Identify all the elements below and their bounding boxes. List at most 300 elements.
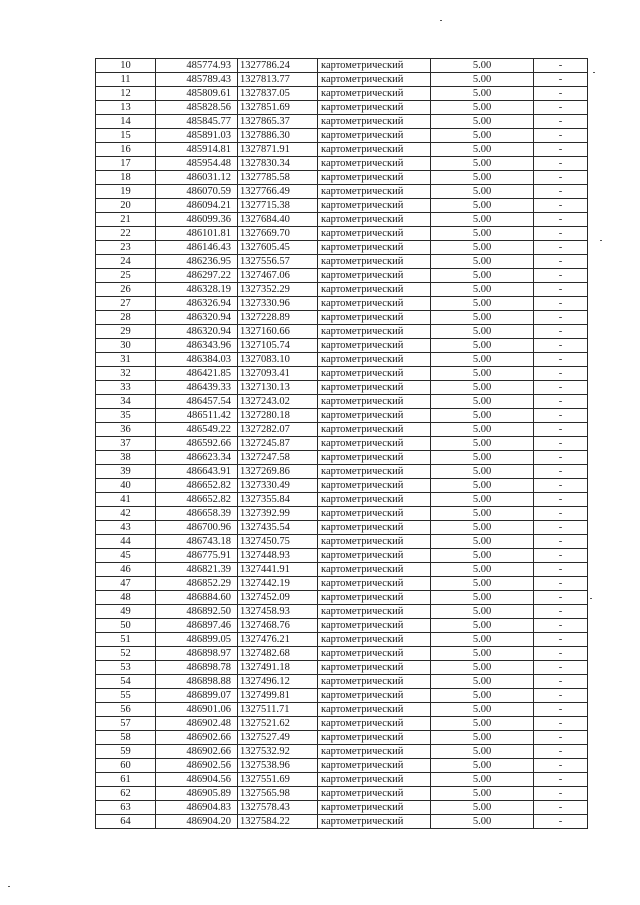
table-row [96, 619, 588, 633]
method-cell: картометрический [318, 381, 431, 395]
x-coordinate-cell: 486898.88 [156, 675, 238, 689]
x-coordinate-cell: 486652.82 [156, 479, 238, 493]
table-row [96, 59, 588, 73]
accuracy-cell: 5.00 [431, 479, 534, 493]
y-coordinate-cell: 1327511.71 [238, 703, 318, 717]
x-coordinate-cell: 486904.83 [156, 801, 238, 815]
table-body [96, 59, 588, 829]
y-coordinate-cell: 1327435.54 [238, 521, 318, 535]
accuracy-cell: 5.00 [431, 255, 534, 269]
table-row [96, 479, 588, 493]
point-number-cell: 41 [96, 493, 156, 507]
accuracy-cell: 5.00 [431, 675, 534, 689]
x-coordinate-cell: 486101.81 [156, 227, 238, 241]
x-coordinate-cell: 486700.96 [156, 521, 238, 535]
y-coordinate-cell: 1327766.49 [238, 185, 318, 199]
note-cell: - [534, 297, 588, 311]
y-coordinate-cell: 1327813.77 [238, 73, 318, 87]
x-coordinate-cell: 485809.61 [156, 87, 238, 101]
method-cell: картометрический [318, 577, 431, 591]
y-coordinate-cell: 1327865.37 [238, 115, 318, 129]
note-cell: - [534, 521, 588, 535]
table-row [96, 87, 588, 101]
note-cell: - [534, 311, 588, 325]
method-cell: картометрический [318, 507, 431, 521]
accuracy-cell: 5.00 [431, 507, 534, 521]
table-row [96, 297, 588, 311]
accuracy-cell: 5.00 [431, 129, 534, 143]
note-cell: - [534, 591, 588, 605]
method-cell: картометрический [318, 521, 431, 535]
x-coordinate-cell: 486904.20 [156, 815, 238, 829]
y-coordinate-cell: 1327093.41 [238, 367, 318, 381]
point-number-cell: 17 [96, 157, 156, 171]
y-coordinate-cell: 1327886.30 [238, 129, 318, 143]
x-coordinate-cell: 486658.39 [156, 507, 238, 521]
point-number-cell: 44 [96, 535, 156, 549]
point-number-cell: 23 [96, 241, 156, 255]
accuracy-cell: 5.00 [431, 115, 534, 129]
y-coordinate-cell: 1327468.76 [238, 619, 318, 633]
accuracy-cell: 5.00 [431, 381, 534, 395]
note-cell: - [534, 73, 588, 87]
table-row [96, 717, 588, 731]
note-cell: - [534, 157, 588, 171]
note-cell: - [534, 283, 588, 297]
table-row [96, 325, 588, 339]
y-coordinate-cell: 1327830.34 [238, 157, 318, 171]
method-cell: картометрический [318, 605, 431, 619]
accuracy-cell: 5.00 [431, 213, 534, 227]
y-coordinate-cell: 1327269.86 [238, 465, 318, 479]
table-row [96, 605, 588, 619]
table-row [96, 661, 588, 675]
point-number-cell: 48 [96, 591, 156, 605]
accuracy-cell: 5.00 [431, 577, 534, 591]
x-coordinate-cell: 485789.43 [156, 73, 238, 87]
method-cell: картометрический [318, 815, 431, 829]
table-row [96, 507, 588, 521]
y-coordinate-cell: 1327684.40 [238, 213, 318, 227]
table-row [96, 759, 588, 773]
x-coordinate-cell: 485914.81 [156, 143, 238, 157]
accuracy-cell: 5.00 [431, 185, 534, 199]
x-coordinate-cell: 486328.19 [156, 283, 238, 297]
accuracy-cell: 5.00 [431, 171, 534, 185]
x-coordinate-cell: 486902.56 [156, 759, 238, 773]
table-row [96, 115, 588, 129]
accuracy-cell: 5.00 [431, 731, 534, 745]
table-row [96, 395, 588, 409]
table-row [96, 577, 588, 591]
x-coordinate-cell: 486898.97 [156, 647, 238, 661]
note-cell: - [534, 115, 588, 129]
note-cell: - [534, 619, 588, 633]
method-cell: картометрический [318, 479, 431, 493]
x-coordinate-cell: 486094.21 [156, 199, 238, 213]
y-coordinate-cell: 1327605.45 [238, 241, 318, 255]
point-number-cell: 25 [96, 269, 156, 283]
accuracy-cell: 5.00 [431, 815, 534, 829]
point-number-cell: 36 [96, 423, 156, 437]
note-cell: - [534, 353, 588, 367]
y-coordinate-cell: 1327851.69 [238, 101, 318, 115]
table-row [96, 675, 588, 689]
accuracy-cell: 5.00 [431, 241, 534, 255]
method-cell: картометрический [318, 59, 431, 73]
x-coordinate-cell: 486623.34 [156, 451, 238, 465]
x-coordinate-cell: 486743.18 [156, 535, 238, 549]
method-cell: картометрический [318, 675, 431, 689]
method-cell: картометрический [318, 465, 431, 479]
method-cell: картометрический [318, 493, 431, 507]
note-cell: - [534, 213, 588, 227]
table-row [96, 493, 588, 507]
x-coordinate-cell: 486897.46 [156, 619, 238, 633]
x-coordinate-cell: 486099.36 [156, 213, 238, 227]
y-coordinate-cell: 1327786.24 [238, 59, 318, 73]
point-number-cell: 33 [96, 381, 156, 395]
point-number-cell: 55 [96, 689, 156, 703]
note-cell: - [534, 129, 588, 143]
x-coordinate-cell: 486652.82 [156, 493, 238, 507]
method-cell: картометрический [318, 395, 431, 409]
point-number-cell: 26 [96, 283, 156, 297]
method-cell: картометрический [318, 689, 431, 703]
table-row [96, 143, 588, 157]
x-coordinate-cell: 486439.33 [156, 381, 238, 395]
method-cell: картометрический [318, 325, 431, 339]
method-cell: картометрический [318, 801, 431, 815]
note-cell: - [534, 451, 588, 465]
accuracy-cell: 5.00 [431, 269, 534, 283]
y-coordinate-cell: 1327538.96 [238, 759, 318, 773]
x-coordinate-cell: 486146.43 [156, 241, 238, 255]
method-cell: картометрический [318, 185, 431, 199]
x-coordinate-cell: 485954.48 [156, 157, 238, 171]
accuracy-cell: 5.00 [431, 801, 534, 815]
y-coordinate-cell: 1327551.69 [238, 773, 318, 787]
accuracy-cell: 5.00 [431, 437, 534, 451]
note-cell: - [534, 59, 588, 73]
note-cell: - [534, 689, 588, 703]
method-cell: картометрический [318, 199, 431, 213]
accuracy-cell: 5.00 [431, 745, 534, 759]
point-number-cell: 64 [96, 815, 156, 829]
method-cell: картометрический [318, 73, 431, 87]
y-coordinate-cell: 1327578.43 [238, 801, 318, 815]
method-cell: картометрический [318, 647, 431, 661]
x-coordinate-cell: 486905.89 [156, 787, 238, 801]
note-cell: - [534, 367, 588, 381]
point-number-cell: 61 [96, 773, 156, 787]
x-coordinate-cell: 486457.54 [156, 395, 238, 409]
y-coordinate-cell: 1327584.22 [238, 815, 318, 829]
method-cell: картометрический [318, 269, 431, 283]
method-cell: картометрический [318, 549, 431, 563]
point-number-cell: 56 [96, 703, 156, 717]
note-cell: - [534, 633, 588, 647]
accuracy-cell: 5.00 [431, 591, 534, 605]
x-coordinate-cell: 486070.59 [156, 185, 238, 199]
note-cell: - [534, 465, 588, 479]
x-coordinate-cell: 486549.22 [156, 423, 238, 437]
y-coordinate-cell: 1327282.07 [238, 423, 318, 437]
y-coordinate-cell: 1327496.12 [238, 675, 318, 689]
y-coordinate-cell: 1327442.19 [238, 577, 318, 591]
table-row [96, 269, 588, 283]
accuracy-cell: 5.00 [431, 787, 534, 801]
table-row [96, 227, 588, 241]
x-coordinate-cell: 486236.95 [156, 255, 238, 269]
point-number-cell: 14 [96, 115, 156, 129]
method-cell: картометрический [318, 311, 431, 325]
note-cell: - [534, 675, 588, 689]
table-row [96, 591, 588, 605]
table-row [96, 129, 588, 143]
accuracy-cell: 5.00 [431, 101, 534, 115]
table-row [96, 787, 588, 801]
method-cell: картометрический [318, 535, 431, 549]
x-coordinate-cell: 486898.78 [156, 661, 238, 675]
accuracy-cell: 5.00 [431, 367, 534, 381]
table-row [96, 801, 588, 815]
method-cell: картометрический [318, 409, 431, 423]
y-coordinate-cell: 1327527.49 [238, 731, 318, 745]
table-row [96, 255, 588, 269]
note-cell: - [534, 787, 588, 801]
point-number-cell: 31 [96, 353, 156, 367]
table-row [96, 745, 588, 759]
point-number-cell: 22 [96, 227, 156, 241]
table-row [96, 367, 588, 381]
x-coordinate-cell: 486343.96 [156, 339, 238, 353]
method-cell: картометрический [318, 619, 431, 633]
accuracy-cell: 5.00 [431, 717, 534, 731]
note-cell: - [534, 479, 588, 493]
y-coordinate-cell: 1327556.57 [238, 255, 318, 269]
accuracy-cell: 5.00 [431, 689, 534, 703]
point-number-cell: 43 [96, 521, 156, 535]
y-coordinate-cell: 1327330.49 [238, 479, 318, 493]
y-coordinate-cell: 1327105.74 [238, 339, 318, 353]
method-cell: картометрический [318, 101, 431, 115]
point-number-cell: 38 [96, 451, 156, 465]
note-cell: - [534, 493, 588, 507]
table-row [96, 185, 588, 199]
y-coordinate-cell: 1327482.68 [238, 647, 318, 661]
method-cell: картометрический [318, 423, 431, 437]
x-coordinate-cell: 485845.77 [156, 115, 238, 129]
y-coordinate-cell: 1327441.91 [238, 563, 318, 577]
table-row [96, 731, 588, 745]
note-cell: - [534, 409, 588, 423]
point-number-cell: 46 [96, 563, 156, 577]
y-coordinate-cell: 1327871.91 [238, 143, 318, 157]
y-coordinate-cell: 1327458.93 [238, 605, 318, 619]
point-number-cell: 37 [96, 437, 156, 451]
method-cell: картометрический [318, 591, 431, 605]
table-row [96, 437, 588, 451]
note-cell: - [534, 339, 588, 353]
method-cell: картометрический [318, 563, 431, 577]
x-coordinate-cell: 485891.03 [156, 129, 238, 143]
accuracy-cell: 5.00 [431, 311, 534, 325]
y-coordinate-cell: 1327160.66 [238, 325, 318, 339]
note-cell: - [534, 703, 588, 717]
x-coordinate-cell: 486326.94 [156, 297, 238, 311]
method-cell: картометрический [318, 283, 431, 297]
note-cell: - [534, 241, 588, 255]
y-coordinate-cell: 1327452.09 [238, 591, 318, 605]
table-row [96, 633, 588, 647]
point-number-cell: 63 [96, 801, 156, 815]
y-coordinate-cell: 1327330.96 [238, 297, 318, 311]
point-number-cell: 20 [96, 199, 156, 213]
method-cell: картометрический [318, 367, 431, 381]
note-cell: - [534, 717, 588, 731]
y-coordinate-cell: 1327083.10 [238, 353, 318, 367]
y-coordinate-cell: 1327532.92 [238, 745, 318, 759]
method-cell: картометрический [318, 703, 431, 717]
point-number-cell: 35 [96, 409, 156, 423]
note-cell: - [534, 101, 588, 115]
note-cell: - [534, 815, 588, 829]
method-cell: картометрический [318, 115, 431, 129]
method-cell: картометрический [318, 227, 431, 241]
method-cell: картометрический [318, 241, 431, 255]
table-row [96, 171, 588, 185]
note-cell: - [534, 255, 588, 269]
point-number-cell: 34 [96, 395, 156, 409]
method-cell: картометрический [318, 773, 431, 787]
point-number-cell: 40 [96, 479, 156, 493]
y-coordinate-cell: 1327450.75 [238, 535, 318, 549]
x-coordinate-cell: 486384.03 [156, 353, 238, 367]
method-cell: картометрический [318, 731, 431, 745]
note-cell: - [534, 759, 588, 773]
y-coordinate-cell: 1327467.06 [238, 269, 318, 283]
accuracy-cell: 5.00 [431, 647, 534, 661]
method-cell: картометрический [318, 451, 431, 465]
table-row [96, 283, 588, 297]
table-row [96, 101, 588, 115]
point-number-cell: 49 [96, 605, 156, 619]
accuracy-cell: 5.00 [431, 773, 534, 787]
table-row [96, 815, 588, 829]
table-row [96, 339, 588, 353]
accuracy-cell: 5.00 [431, 353, 534, 367]
method-cell: картометрический [318, 661, 431, 675]
note-cell: - [534, 185, 588, 199]
note-cell: - [534, 199, 588, 213]
accuracy-cell: 5.00 [431, 227, 534, 241]
point-number-cell: 57 [96, 717, 156, 731]
point-number-cell: 42 [96, 507, 156, 521]
note-cell: - [534, 661, 588, 675]
note-cell: - [534, 605, 588, 619]
x-coordinate-cell: 486902.66 [156, 745, 238, 759]
table-row [96, 241, 588, 255]
point-number-cell: 28 [96, 311, 156, 325]
y-coordinate-cell: 1327392.99 [238, 507, 318, 521]
y-coordinate-cell: 1327247.58 [238, 451, 318, 465]
y-coordinate-cell: 1327355.84 [238, 493, 318, 507]
point-number-cell: 45 [96, 549, 156, 563]
point-number-cell: 21 [96, 213, 156, 227]
accuracy-cell: 5.00 [431, 157, 534, 171]
table-row [96, 549, 588, 563]
y-coordinate-cell: 1327669.70 [238, 227, 318, 241]
point-number-cell: 16 [96, 143, 156, 157]
note-cell: - [534, 171, 588, 185]
table-row [96, 213, 588, 227]
table-row [96, 521, 588, 535]
method-cell: картометрический [318, 129, 431, 143]
note-cell: - [534, 395, 588, 409]
x-coordinate-cell: 486775.91 [156, 549, 238, 563]
accuracy-cell: 5.00 [431, 409, 534, 423]
point-number-cell: 32 [96, 367, 156, 381]
note-cell: - [534, 745, 588, 759]
x-coordinate-cell: 486884.60 [156, 591, 238, 605]
table-row [96, 157, 588, 171]
x-coordinate-cell: 486899.07 [156, 689, 238, 703]
table-row [96, 311, 588, 325]
x-coordinate-cell: 486031.12 [156, 171, 238, 185]
point-number-cell: 24 [96, 255, 156, 269]
method-cell: картометрический [318, 143, 431, 157]
table-row [96, 199, 588, 213]
accuracy-cell: 5.00 [431, 423, 534, 437]
table-row [96, 409, 588, 423]
note-cell: - [534, 87, 588, 101]
x-coordinate-cell: 486320.94 [156, 325, 238, 339]
point-number-cell: 19 [96, 185, 156, 199]
table-row [96, 773, 588, 787]
point-number-cell: 53 [96, 661, 156, 675]
method-cell: картометрический [318, 171, 431, 185]
method-cell: картометрический [318, 157, 431, 171]
x-coordinate-cell: 486320.94 [156, 311, 238, 325]
x-coordinate-cell: 486421.85 [156, 367, 238, 381]
y-coordinate-cell: 1327243.02 [238, 395, 318, 409]
y-coordinate-cell: 1327280.18 [238, 409, 318, 423]
y-coordinate-cell: 1327245.87 [238, 437, 318, 451]
note-cell: - [534, 773, 588, 787]
method-cell: картометрический [318, 339, 431, 353]
method-cell: картометрический [318, 633, 431, 647]
accuracy-cell: 5.00 [431, 395, 534, 409]
point-number-cell: 60 [96, 759, 156, 773]
accuracy-cell: 5.00 [431, 605, 534, 619]
y-coordinate-cell: 1327476.21 [238, 633, 318, 647]
note-cell: - [534, 731, 588, 745]
point-number-cell: 11 [96, 73, 156, 87]
note-cell: - [534, 549, 588, 563]
point-number-cell: 58 [96, 731, 156, 745]
note-cell: - [534, 535, 588, 549]
y-coordinate-cell: 1327130.13 [238, 381, 318, 395]
method-cell: картометрический [318, 353, 431, 367]
table-row [96, 689, 588, 703]
coordinates-table [95, 58, 588, 829]
accuracy-cell: 5.00 [431, 493, 534, 507]
accuracy-cell: 5.00 [431, 143, 534, 157]
y-coordinate-cell: 1327565.98 [238, 787, 318, 801]
point-number-cell: 10 [96, 59, 156, 73]
point-number-cell: 62 [96, 787, 156, 801]
